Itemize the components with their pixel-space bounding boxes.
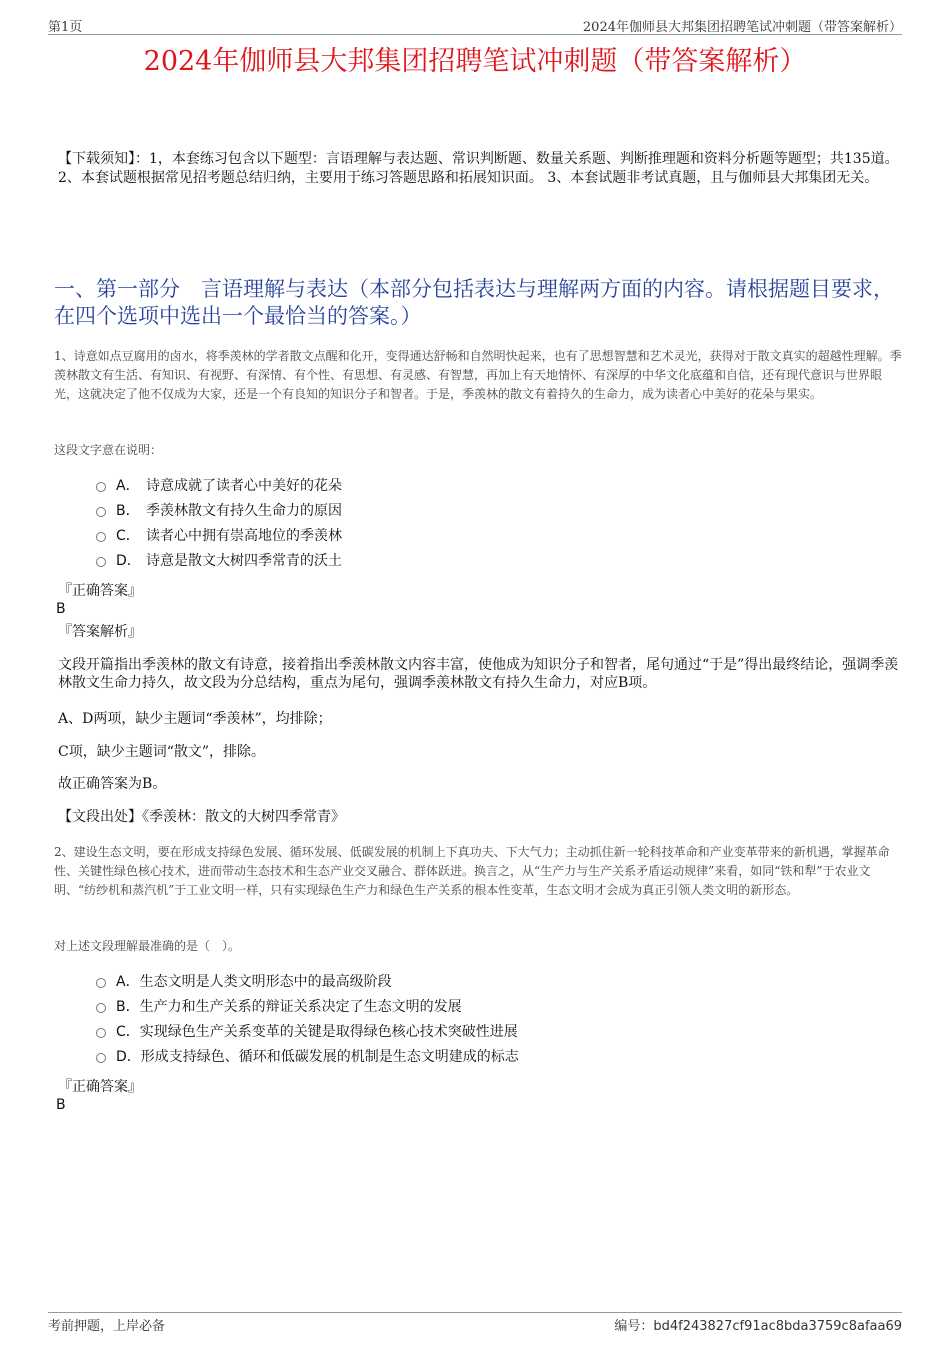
question-1-stem: 这段文字意在说明： <box>54 443 163 457</box>
answer-label: 『正确答案』 <box>58 1079 142 1095</box>
page-footer <box>48 1312 902 1333</box>
radio-icon[interactable] <box>96 507 106 517</box>
option-a[interactable]: A．生态文明是人类文明形态中的最高级阶段 <box>96 970 896 995</box>
option-a[interactable]: A． 诗意成就了读者心中美好的花朵 <box>96 474 896 499</box>
analysis-paragraph: 文段开篇指出季羡林的散文有诗意，接着指出季羡林散文内容丰富，使他成为知识分子和智者，尾句通过“于是”得出最终结论，强调季羡林散文生命力持久，故文段为分总结构，重点为尾句，强调季羡林散文有持久生命力，对应B项。 <box>58 657 899 691</box>
analysis-paragraph: 故正确答案为B。 <box>58 776 167 792</box>
radio-icon[interactable] <box>96 1028 106 1038</box>
option-c[interactable]: C． 读者心中拥有崇高地位的季羡林 <box>96 524 896 549</box>
footer-slogan: 考前押题，上岸必备 <box>48 1319 166 1334</box>
question-1-options <box>96 474 896 574</box>
radio-icon[interactable] <box>96 557 106 567</box>
answer-label: 『正确答案』 <box>58 583 142 599</box>
analysis-paragraph: C项，缺少主题词“散文”，排除。 <box>58 744 266 760</box>
download-notice: 【下载须知】：1，本套练习包含以下题型：言语理解与表达题、常识判断题、数量关系题、判断推理题和资料分析题等题型；共135道。 2、本套试题根据常见招考题总结归纳，主要用于练习答题思路和拓展知识面。 3、本套试题非考试真题，且与伽师县大邦集团无关。 <box>58 151 899 186</box>
radio-icon[interactable] <box>96 978 106 988</box>
radio-icon[interactable] <box>96 1053 106 1063</box>
radio-icon[interactable] <box>96 532 106 542</box>
page-number: 第1页 <box>48 20 83 35</box>
document-code: 编号：bd4f243827cf91ac8bda3759c8afaa69 <box>614 1319 902 1334</box>
option-d[interactable]: D．形成支持绿色、循环和低碳发展的机制是生态文明建成的标志 <box>96 1045 896 1070</box>
page-header <box>48 14 902 35</box>
analysis-label: 『答案解析』 <box>58 624 142 640</box>
radio-icon[interactable] <box>96 482 106 492</box>
question-2-text: 2、建设生态文明，要在形成支持绿色发展、循环发展、低碳发展的机制上下真功夫、下大气力；主动抓住新一轮科技革命和产业变革带来的新机遇，掌握革命性、关键性绿色核心技术，进而带动生态技术和生态产业交叉融合、群体跃进。换言之，从“生产力与生产关系矛盾运动规律”来看，如同“铁和犁”于农业文明、“纺纱机和蒸汽机”于工业文明一样，只有实现绿色生产力和绿色生产关系的根本性变革，生态文明才会成为真正引领人类文明的新形态。 <box>54 845 890 897</box>
option-d[interactable]: D． 诗意是散文大树四季常青的沃土 <box>96 549 896 574</box>
question-2-stem: 对上述文段理解最准确的是（ ）。 <box>54 939 241 953</box>
radio-icon[interactable] <box>96 1003 106 1013</box>
analysis-paragraph: A、D两项，缺少主题词“季羡林”，均排除； <box>58 711 332 727</box>
question-1-text: 1、诗意如点豆腐用的卤水，将季羡林的学者散文点醒和化开，变得通达舒畅和自然明快起来，也有了思想智慧和艺术灵光，获得对于散文真实的超越性理解。季羡林散文有生活、有知识、有视野、有深情、有个性、有思想、有灵感、有智慧，再加上有天地情怀、有深厚的中华文化底蕴和自信，还有现代意识与世界眼光，这就决定了他不仅成为大家，还是一个有良知的知识分子和智者。于是，季羡林的散文有着持久的生命力，成为读者心中美好的花朵与果实。 <box>54 349 902 401</box>
question-2-options <box>96 970 896 1070</box>
section-heading: 一、第一部分 言语理解与表达（本部分包括表达与理解两方面的内容。请根据题目要求，在四个选项中选出一个最恰当的答案。） <box>54 277 894 328</box>
document-title: 2024年伽师县大邦集团招聘笔试冲刺题（带答案解析） <box>143 46 807 77</box>
header-doc-title: 2024年伽师县大邦集团招聘笔试冲刺题（带答案解析） <box>582 20 902 35</box>
option-b[interactable]: B．生产力和生产关系的辩证关系决定了生态文明的发展 <box>96 995 896 1020</box>
correct-answer: B <box>56 1097 66 1113</box>
correct-answer: B <box>56 601 66 617</box>
source-citation: 【文段出处】《季羡林：散文的大树四季常青》 <box>58 809 345 825</box>
option-c[interactable]: C．实现绿色生产关系变革的关键是取得绿色核心技术突破性进展 <box>96 1020 896 1045</box>
option-b[interactable]: B． 季羡林散文有持久生命力的原因 <box>96 499 896 524</box>
